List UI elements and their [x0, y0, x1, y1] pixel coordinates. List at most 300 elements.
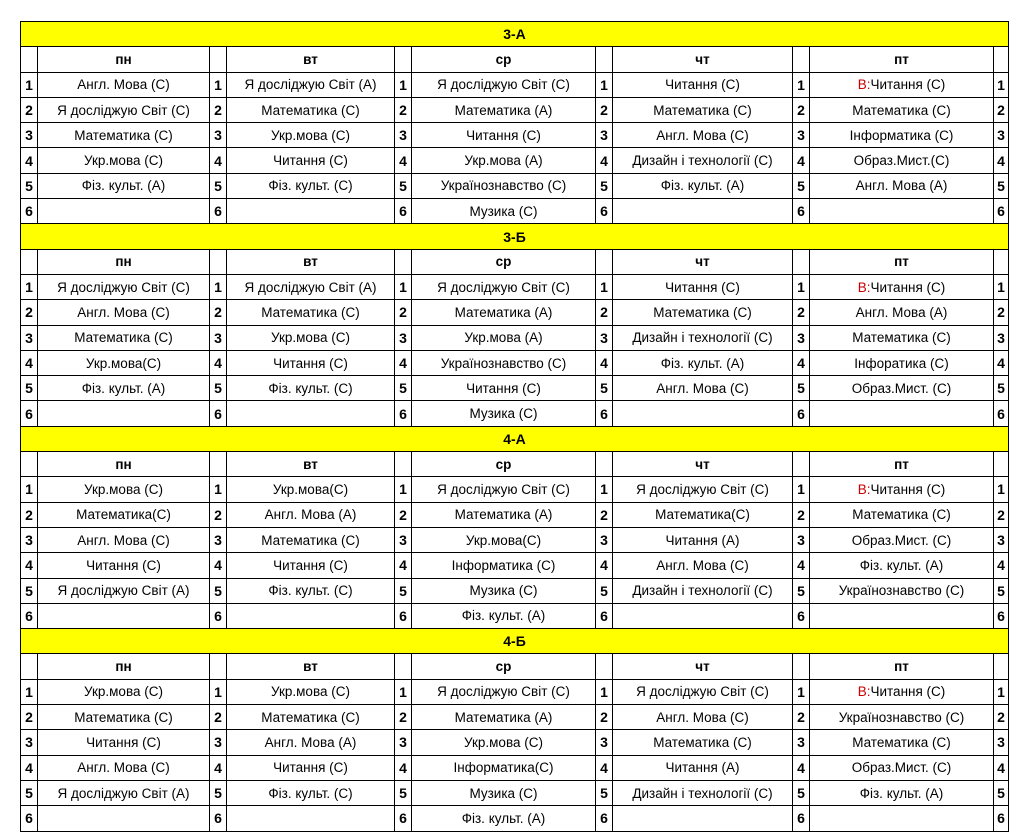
- day-header: ср: [412, 249, 596, 274]
- lesson-row: [21, 97, 1009, 122]
- lesson-number: 4: [21, 755, 38, 780]
- lesson-number: 5: [596, 578, 613, 603]
- number-spacer: [21, 47, 38, 72]
- lesson-cell: [613, 806, 793, 831]
- lesson-cell: Читання (С): [38, 730, 210, 755]
- lesson-number: 3: [395, 730, 412, 755]
- lesson-row: [21, 578, 1009, 603]
- lesson-number: 1: [596, 72, 613, 97]
- lesson-number: 1: [395, 72, 412, 97]
- lesson-row: [21, 199, 1009, 224]
- lesson-cell: Укр.мова (С): [227, 325, 395, 350]
- lesson-cell: Укр.мова (А): [412, 325, 596, 350]
- lesson-row: [21, 477, 1009, 502]
- lesson-cell: Образ.Мист. (С): [810, 376, 994, 401]
- lesson-cell: [810, 679, 994, 704]
- class-header-row: [21, 224, 1009, 249]
- lesson-number: 5: [210, 376, 227, 401]
- lesson-cell: Укр.мова(С): [227, 477, 395, 502]
- lesson-number: 3: [21, 730, 38, 755]
- lesson-cell: Укр.мова(С): [412, 527, 596, 552]
- lesson-number: 3: [596, 325, 613, 350]
- lesson-number: 6: [210, 401, 227, 426]
- lesson-number: 1: [395, 679, 412, 704]
- lesson-cell: Англ. Мова (С): [38, 300, 210, 325]
- class-header-row: [21, 426, 1009, 451]
- lesson-number: 2: [395, 502, 412, 527]
- lesson-number: 5: [994, 173, 1009, 198]
- lesson-number: 5: [395, 173, 412, 198]
- lesson-number: 5: [994, 578, 1009, 603]
- lesson-mark: В:: [857, 77, 871, 93]
- lesson-cell: Математика (С): [810, 502, 994, 527]
- day-header: ср: [412, 654, 596, 679]
- lesson-number: 2: [596, 300, 613, 325]
- lesson-cell: Укр.мова (С): [227, 679, 395, 704]
- lesson-number: 1: [793, 477, 810, 502]
- lesson-number: 1: [210, 679, 227, 704]
- lesson-number: 2: [21, 97, 38, 122]
- number-spacer: [21, 452, 38, 477]
- lesson-number: 3: [21, 123, 38, 148]
- lesson-number: 2: [21, 300, 38, 325]
- lesson-number: 1: [994, 274, 1009, 299]
- lesson-row: [21, 123, 1009, 148]
- lesson-number: 2: [210, 97, 227, 122]
- lesson-number: 1: [210, 477, 227, 502]
- lesson-number: 2: [994, 502, 1009, 527]
- lesson-row: [21, 679, 1009, 704]
- number-spacer: [395, 47, 412, 72]
- lesson-number: 5: [21, 173, 38, 198]
- class-header-row: [21, 22, 1009, 47]
- lesson-cell: [227, 603, 395, 628]
- lesson-number: 1: [994, 679, 1009, 704]
- lesson-cell: [613, 603, 793, 628]
- lesson-number: 6: [21, 199, 38, 224]
- lesson-cell: Фіз. культ. (С): [227, 173, 395, 198]
- lesson-number: 2: [596, 502, 613, 527]
- lesson-cell: Фіз. культ. (С): [227, 780, 395, 805]
- lesson-number: 2: [21, 502, 38, 527]
- lesson-number: 1: [793, 679, 810, 704]
- lesson-cell: [38, 199, 210, 224]
- lesson-cell: Інформатика(С): [412, 755, 596, 780]
- lesson-cell: Образ.Мист. (С): [810, 755, 994, 780]
- day-header: вт: [227, 47, 395, 72]
- lesson-cell: Укр.мова (А): [412, 148, 596, 173]
- lesson-number: 3: [994, 325, 1009, 350]
- lesson-number: 4: [596, 755, 613, 780]
- lesson-cell: Я досліджую Світ (А): [227, 72, 395, 97]
- lesson-number: 2: [793, 300, 810, 325]
- lesson-number: 6: [994, 603, 1009, 628]
- lesson-number: 3: [395, 325, 412, 350]
- lesson-number: 3: [395, 527, 412, 552]
- day-header: чт: [613, 249, 793, 274]
- lesson-cell: Укр.мова(С): [38, 350, 210, 375]
- lesson-row: [21, 755, 1009, 780]
- number-spacer: [210, 452, 227, 477]
- lesson-number: 6: [210, 199, 227, 224]
- lesson-number: 5: [395, 376, 412, 401]
- lesson-cell: Я досліджую Світ (С): [412, 72, 596, 97]
- lesson-mark: В:: [857, 684, 871, 700]
- lesson-number: 4: [21, 148, 38, 173]
- number-spacer: [596, 249, 613, 274]
- lesson-cell: Образ.Мист.(С): [810, 148, 994, 173]
- lesson-number: 5: [596, 780, 613, 805]
- lesson-number: 6: [793, 401, 810, 426]
- lesson-number: 6: [994, 199, 1009, 224]
- lesson-cell: Математика (А): [412, 502, 596, 527]
- number-spacer: [793, 654, 810, 679]
- lesson-cell: Читання (С): [38, 553, 210, 578]
- lesson-row: [21, 603, 1009, 628]
- lesson-number: 4: [596, 350, 613, 375]
- lesson-number: 4: [395, 148, 412, 173]
- lesson-mark: В:: [857, 279, 871, 295]
- lesson-number: 1: [210, 72, 227, 97]
- lesson-cell: Фіз. культ. (С): [227, 376, 395, 401]
- lesson-number: 5: [994, 780, 1009, 805]
- lesson-number: 5: [596, 376, 613, 401]
- number-spacer: [210, 47, 227, 72]
- lesson-number: 4: [395, 755, 412, 780]
- lesson-number: 6: [395, 401, 412, 426]
- lesson-mark: В:: [857, 481, 871, 497]
- lesson-cell: [613, 199, 793, 224]
- lesson-number: 3: [210, 325, 227, 350]
- lesson-number: 5: [210, 578, 227, 603]
- lesson-cell: Укр.мова (С): [227, 123, 395, 148]
- lesson-cell: Математика (С): [227, 97, 395, 122]
- number-spacer: [793, 452, 810, 477]
- lesson-number: 3: [994, 123, 1009, 148]
- lesson-row: [21, 527, 1009, 552]
- lesson-subject: Читання (С): [870, 77, 946, 93]
- lesson-number: 4: [21, 350, 38, 375]
- lesson-cell: Музика (С): [412, 401, 596, 426]
- lesson-cell: Читання (С): [227, 148, 395, 173]
- lesson-cell: Дизайн і технології (С): [613, 148, 793, 173]
- lesson-number: 4: [210, 553, 227, 578]
- number-spacer: [596, 47, 613, 72]
- day-header-row: [21, 654, 1009, 679]
- lesson-number: 6: [395, 199, 412, 224]
- lesson-cell: [38, 603, 210, 628]
- lesson-cell: [38, 401, 210, 426]
- lesson-cell: Англ. Мова (А): [227, 502, 395, 527]
- number-spacer: [994, 452, 1009, 477]
- lesson-cell: Музика (С): [412, 780, 596, 805]
- lesson-cell: Укр.мова (С): [38, 148, 210, 173]
- lesson-number: 2: [793, 705, 810, 730]
- number-spacer: [395, 452, 412, 477]
- day-header: вт: [227, 249, 395, 274]
- number-spacer: [793, 47, 810, 72]
- day-header: пт: [810, 249, 994, 274]
- lesson-cell: Математика (С): [810, 730, 994, 755]
- lesson-cell: Дизайн і технології (С): [613, 780, 793, 805]
- lesson-cell: Інформатика (С): [810, 123, 994, 148]
- lesson-number: 5: [21, 376, 38, 401]
- lesson-row: [21, 502, 1009, 527]
- lesson-number: 4: [596, 553, 613, 578]
- lesson-cell: Математика (С): [810, 97, 994, 122]
- lesson-cell: Фіз. культ. (А): [613, 173, 793, 198]
- lesson-cell: Я досліджую Світ (С): [613, 679, 793, 704]
- lesson-cell: Англ. Мова (С): [38, 72, 210, 97]
- class-header-row: [21, 629, 1009, 654]
- lesson-cell: Музика (С): [412, 578, 596, 603]
- lesson-number: 6: [596, 401, 613, 426]
- lesson-cell: Фіз. культ. (А): [38, 376, 210, 401]
- lesson-cell: Читання (А): [613, 755, 793, 780]
- lesson-number: 1: [21, 274, 38, 299]
- lesson-number: 4: [21, 553, 38, 578]
- lesson-number: 6: [994, 401, 1009, 426]
- lesson-number: 2: [395, 97, 412, 122]
- lesson-number: 3: [210, 730, 227, 755]
- lesson-number: 3: [793, 527, 810, 552]
- lesson-cell: Фіз. культ. (А): [810, 553, 994, 578]
- lesson-number: 3: [596, 123, 613, 148]
- lesson-number: 2: [395, 705, 412, 730]
- lesson-cell: Читання (С): [227, 350, 395, 375]
- lesson-number: 2: [793, 502, 810, 527]
- lesson-number: 2: [994, 300, 1009, 325]
- lesson-number: 5: [793, 578, 810, 603]
- lesson-cell: Я досліджую Світ (С): [412, 679, 596, 704]
- lesson-cell: Читання (С): [613, 72, 793, 97]
- schedule-table: [20, 21, 1009, 832]
- lesson-number: 1: [994, 477, 1009, 502]
- lesson-number: 3: [21, 527, 38, 552]
- lesson-cell: [227, 401, 395, 426]
- number-spacer: [395, 249, 412, 274]
- lesson-number: 5: [395, 578, 412, 603]
- lesson-number: 2: [994, 705, 1009, 730]
- lesson-subject: Читання (С): [870, 481, 946, 497]
- lesson-number: 1: [793, 274, 810, 299]
- lesson-cell: [810, 274, 994, 299]
- lesson-cell: Англ. Мова (С): [613, 705, 793, 730]
- lesson-cell: Математика (С): [38, 123, 210, 148]
- lesson-cell: [810, 199, 994, 224]
- lesson-number: 2: [793, 97, 810, 122]
- number-spacer: [210, 654, 227, 679]
- lesson-number: 6: [793, 603, 810, 628]
- lesson-number: 4: [596, 148, 613, 173]
- day-header: пн: [38, 47, 210, 72]
- day-header: пт: [810, 452, 994, 477]
- lesson-number: 3: [210, 123, 227, 148]
- lesson-cell: Читання (С): [412, 123, 596, 148]
- lesson-number: 4: [210, 350, 227, 375]
- lesson-cell: Українознавство (С): [412, 173, 596, 198]
- day-header-row: [21, 249, 1009, 274]
- class-name: 4-А: [21, 426, 1009, 451]
- lesson-row: [21, 705, 1009, 730]
- class-name: 3-Б: [21, 224, 1009, 249]
- lesson-cell: Математика (А): [412, 300, 596, 325]
- lesson-cell: Українознавство (С): [810, 578, 994, 603]
- lesson-number: 4: [395, 553, 412, 578]
- lesson-number: 2: [210, 705, 227, 730]
- lesson-cell: [810, 72, 994, 97]
- lesson-cell: Я досліджую Світ (А): [227, 274, 395, 299]
- lesson-number: 6: [21, 806, 38, 831]
- day-header: чт: [613, 452, 793, 477]
- lesson-number: 6: [395, 806, 412, 831]
- lesson-number: 6: [793, 806, 810, 831]
- lesson-cell: Українознавство (С): [810, 705, 994, 730]
- lesson-row: [21, 274, 1009, 299]
- day-header: чт: [613, 654, 793, 679]
- day-header: ср: [412, 452, 596, 477]
- lesson-cell: Я досліджую Світ (А): [38, 578, 210, 603]
- day-header: чт: [613, 47, 793, 72]
- lesson-number: 3: [596, 730, 613, 755]
- lesson-number: 6: [596, 199, 613, 224]
- number-spacer: [994, 47, 1009, 72]
- lesson-number: 1: [596, 477, 613, 502]
- lesson-cell: Математика (С): [227, 527, 395, 552]
- lesson-cell: Фіз. культ. (А): [412, 603, 596, 628]
- lesson-number: 4: [994, 148, 1009, 173]
- lesson-cell: Дизайн і технології (С): [613, 578, 793, 603]
- lesson-number: 2: [596, 705, 613, 730]
- lesson-number: 3: [793, 123, 810, 148]
- day-header: пт: [810, 654, 994, 679]
- day-header: вт: [227, 654, 395, 679]
- lesson-cell: Інформатика (С): [412, 553, 596, 578]
- lesson-cell: Я досліджую Світ (С): [38, 274, 210, 299]
- lesson-number: 2: [210, 300, 227, 325]
- number-spacer: [21, 654, 38, 679]
- lesson-row: [21, 325, 1009, 350]
- lesson-number: 4: [793, 553, 810, 578]
- lesson-cell: Читання (С): [412, 376, 596, 401]
- lesson-number: 6: [596, 603, 613, 628]
- day-header-row: [21, 452, 1009, 477]
- lesson-row: [21, 376, 1009, 401]
- day-header: пн: [38, 249, 210, 274]
- lesson-number: 1: [596, 274, 613, 299]
- day-header: пн: [38, 452, 210, 477]
- lesson-row: [21, 350, 1009, 375]
- lesson-row: [21, 173, 1009, 198]
- lesson-cell: Фіз. культ. (А): [810, 780, 994, 805]
- lesson-cell: Музика (С): [412, 199, 596, 224]
- lesson-number: 3: [793, 325, 810, 350]
- lesson-number: 1: [793, 72, 810, 97]
- number-spacer: [596, 452, 613, 477]
- class-name: 4-Б: [21, 629, 1009, 654]
- lesson-cell: Англ. Мова (С): [38, 755, 210, 780]
- number-spacer: [994, 249, 1009, 274]
- lesson-cell: Фіз. культ. (А): [412, 806, 596, 831]
- lesson-number: 3: [793, 730, 810, 755]
- day-header: пт: [810, 47, 994, 72]
- lesson-number: 6: [994, 806, 1009, 831]
- lesson-cell: [810, 401, 994, 426]
- lesson-number: 5: [21, 780, 38, 805]
- day-header: ср: [412, 47, 596, 72]
- lesson-cell: [810, 806, 994, 831]
- lesson-cell: [227, 199, 395, 224]
- lesson-row: [21, 780, 1009, 805]
- lesson-number: 4: [793, 148, 810, 173]
- lesson-number: 6: [793, 199, 810, 224]
- lesson-cell: Фіз. культ. (С): [227, 578, 395, 603]
- lesson-cell: Я досліджую Світ (С): [412, 274, 596, 299]
- lesson-number: 5: [994, 376, 1009, 401]
- lesson-number: 1: [21, 679, 38, 704]
- lesson-number: 4: [793, 350, 810, 375]
- lesson-number: 1: [21, 477, 38, 502]
- day-header: вт: [227, 452, 395, 477]
- lesson-row: [21, 730, 1009, 755]
- lesson-number: 5: [21, 578, 38, 603]
- lesson-cell: Математика(С): [38, 502, 210, 527]
- lesson-cell: Математика (А): [412, 705, 596, 730]
- lesson-number: 1: [395, 477, 412, 502]
- lesson-number: 1: [994, 72, 1009, 97]
- lesson-cell: Англ. Мова (С): [613, 123, 793, 148]
- lesson-number: 2: [596, 97, 613, 122]
- lesson-cell: Я досліджую Світ (С): [412, 477, 596, 502]
- lesson-cell: Інфоратика (С): [810, 350, 994, 375]
- lesson-row: [21, 401, 1009, 426]
- lesson-cell: Я досліджую Світ (С): [613, 477, 793, 502]
- number-spacer: [395, 654, 412, 679]
- number-spacer: [210, 249, 227, 274]
- lesson-cell: [810, 477, 994, 502]
- lesson-number: 5: [793, 173, 810, 198]
- lesson-cell: Математика (С): [613, 300, 793, 325]
- lesson-number: 4: [994, 755, 1009, 780]
- lesson-number: 3: [395, 123, 412, 148]
- lesson-number: 4: [210, 148, 227, 173]
- lesson-cell: Образ.Мист. (С): [810, 527, 994, 552]
- lesson-number: 4: [994, 553, 1009, 578]
- lesson-cell: [227, 806, 395, 831]
- lesson-cell: Математика (С): [613, 97, 793, 122]
- lesson-number: 3: [596, 527, 613, 552]
- lesson-number: 5: [793, 376, 810, 401]
- lesson-cell: [613, 401, 793, 426]
- number-spacer: [793, 249, 810, 274]
- lesson-number: 1: [596, 679, 613, 704]
- lesson-cell: Укр.мова (С): [38, 477, 210, 502]
- lesson-cell: [810, 603, 994, 628]
- lesson-cell: Англ. Мова (С): [613, 376, 793, 401]
- lesson-number: 3: [21, 325, 38, 350]
- lesson-number: 5: [210, 780, 227, 805]
- lesson-number: 2: [210, 502, 227, 527]
- lesson-row: [21, 148, 1009, 173]
- lesson-cell: Англ. Мова (С): [613, 553, 793, 578]
- lesson-subject: Читання (С): [870, 279, 946, 295]
- lesson-cell: Англ. Мова (А): [810, 173, 994, 198]
- lesson-number: 6: [21, 401, 38, 426]
- lesson-cell: Математика (С): [227, 300, 395, 325]
- lesson-row: [21, 72, 1009, 97]
- lesson-cell: Читання (А): [613, 527, 793, 552]
- lesson-number: 5: [793, 780, 810, 805]
